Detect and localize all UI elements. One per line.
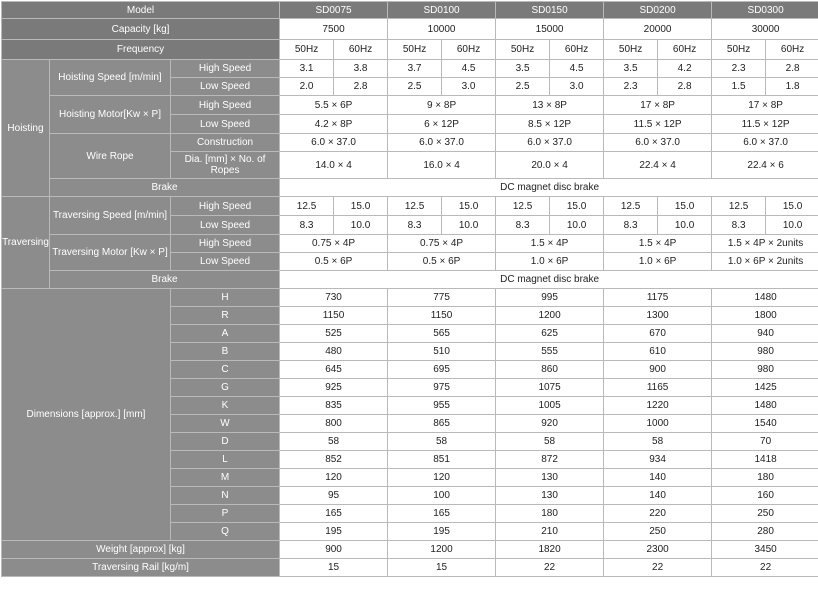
low-speed-label: Low Speed [171, 78, 280, 96]
hoisting-speed-value: 1.8 [766, 78, 818, 96]
hoisting-speed-value: 3.7 [388, 60, 442, 78]
capacity-value: 15000 [496, 19, 604, 40]
hoisting-speed-value: 1.5 [712, 78, 766, 96]
traversing-speed-value: 8.3 [712, 216, 766, 235]
dimension-value: 975 [388, 379, 496, 397]
hoisting-motor-value: 9 × 8P [388, 96, 496, 115]
rail-value: 15 [388, 559, 496, 577]
dimension-value: 695 [388, 361, 496, 379]
dia-value: 20.0 × 4 [496, 152, 604, 179]
hoisting-speed-value: 2.3 [712, 60, 766, 78]
dimension-key: G [171, 379, 280, 397]
dimension-value: 1200 [496, 307, 604, 325]
traversing-speed-value: 12.5 [280, 197, 334, 216]
rail-value: 22 [496, 559, 604, 577]
construction-label: Construction [171, 134, 280, 152]
traversing-speed-value: 12.5 [712, 197, 766, 216]
dimension-value: 872 [496, 451, 604, 469]
dimension-key: R [171, 307, 280, 325]
traversing-speed-value: 12.5 [496, 197, 550, 216]
dimension-key: Q [171, 523, 280, 541]
traversing-motor-value: 1.0 × 6P × 2units [712, 253, 818, 271]
high-speed-label: High Speed [171, 96, 280, 115]
high-speed-label: High Speed [171, 197, 280, 216]
traversing-motor-value: 1.0 × 6P [604, 253, 712, 271]
hoisting-brake-row [2, 179, 818, 197]
frequency-50hz: 50Hz [280, 40, 334, 60]
frequency-60hz: 60Hz [766, 40, 818, 60]
dimension-value: 95 [280, 487, 388, 505]
hoisting-speed-value: 2.8 [766, 60, 818, 78]
traversing-speed-value: 10.0 [334, 216, 388, 235]
hoisting-speed-value: 4.5 [442, 60, 496, 78]
construction-value: 6.0 × 37.0 [712, 134, 818, 152]
dimension-value: 800 [280, 415, 388, 433]
dimension-value: 980 [712, 343, 818, 361]
traversing-speed-value: 8.3 [280, 216, 334, 235]
wire-rope-construction-row [2, 134, 818, 152]
traversing-motor-value: 1.0 × 6P [496, 253, 604, 271]
hoisting-speed-value: 3.5 [496, 60, 550, 78]
dimension-key: B [171, 343, 280, 361]
hoisting-speed-value: 3.0 [550, 78, 604, 96]
hoisting-motor-value: 6 × 12P [388, 115, 496, 134]
weight-label: Weight [approx] [kg] [2, 541, 280, 559]
dimension-value: 555 [496, 343, 604, 361]
frequency-60hz: 60Hz [334, 40, 388, 60]
traversing-motor-value: 1.5 × 4P × 2units [712, 235, 818, 253]
dia-label: Dia. [mm] × No. of Ropes [171, 152, 280, 179]
dimension-value: 160 [712, 487, 818, 505]
dimension-value: 1418 [712, 451, 818, 469]
dimension-value: 1000 [604, 415, 712, 433]
spec-table [1, 1, 818, 577]
traversing-speed-value: 12.5 [604, 197, 658, 216]
dimension-value: 1480 [712, 289, 818, 307]
dimension-value: 250 [712, 505, 818, 523]
model-name: SD0150 [496, 2, 604, 19]
hoisting-speed-value: 2.3 [604, 78, 658, 96]
dia-value: 16.0 × 4 [388, 152, 496, 179]
capacity-value: 7500 [280, 19, 388, 40]
hoisting-speed-value: 2.5 [496, 78, 550, 96]
dia-value: 22.4 × 6 [712, 152, 818, 179]
traversing-brake-row [2, 271, 818, 289]
dimension-value: 250 [604, 523, 712, 541]
traversing-speed-value: 8.3 [496, 216, 550, 235]
dimension-value: 1075 [496, 379, 604, 397]
frequency-60hz: 60Hz [442, 40, 496, 60]
traversing-speed-label: Traversing Speed [m/min] [50, 197, 171, 235]
dimension-value: 565 [388, 325, 496, 343]
dimension-value: 140 [604, 487, 712, 505]
low-speed-label: Low Speed [171, 115, 280, 134]
traversing-motor-value: 1.5 × 4P [604, 235, 712, 253]
dimension-value: 58 [604, 433, 712, 451]
hoisting-speed-value: 2.0 [280, 78, 334, 96]
dimension-value: 1425 [712, 379, 818, 397]
frequency-50hz: 50Hz [712, 40, 766, 60]
dimension-key: D [171, 433, 280, 451]
model-label: Model [2, 2, 280, 19]
dimension-value: 280 [712, 523, 818, 541]
hoisting-section-label: Hoisting [2, 60, 50, 197]
traversing-speed-value: 15.0 [550, 197, 604, 216]
dimension-value: 851 [388, 451, 496, 469]
hoisting-motor-value: 13 × 8P [496, 96, 604, 115]
dimension-key: H [171, 289, 280, 307]
dimension-value: 900 [604, 361, 712, 379]
hoisting-motor-value: 11.5 × 12P [712, 115, 818, 134]
dimension-value: 1300 [604, 307, 712, 325]
dimension-value: 165 [388, 505, 496, 523]
dimension-value: 480 [280, 343, 388, 361]
hoisting-speed-high-row [2, 60, 818, 78]
hoisting-speed-value: 2.8 [658, 78, 712, 96]
traversing-motor-label: Traversing Motor [Kw × P] [50, 235, 171, 271]
traversing-speed-value: 10.0 [550, 216, 604, 235]
brake-label: Brake [50, 179, 280, 197]
traversing-motor-value: 0.5 × 6P [388, 253, 496, 271]
traversing-motor-high-row [2, 235, 818, 253]
dimension-value: 130 [496, 469, 604, 487]
hoisting-speed-value: 3.0 [442, 78, 496, 96]
dimension-key: W [171, 415, 280, 433]
capacity-value: 10000 [388, 19, 496, 40]
dimension-value: 625 [496, 325, 604, 343]
frequency-60hz: 60Hz [550, 40, 604, 60]
dia-value: 14.0 × 4 [280, 152, 388, 179]
traversing-speed-high-row [2, 197, 818, 216]
model-row [2, 2, 818, 19]
dimension-value: 980 [712, 361, 818, 379]
hoisting-speed-value: 3.5 [604, 60, 658, 78]
hoisting-speed-label: Hoisting Speed [m/min] [50, 60, 171, 96]
wire-rope-label: Wire Rope [50, 134, 171, 179]
capacity-value: 30000 [712, 19, 818, 40]
frequency-50hz: 50Hz [388, 40, 442, 60]
low-speed-label: Low Speed [171, 253, 280, 271]
dimension-value: 920 [496, 415, 604, 433]
dimension-value: 210 [496, 523, 604, 541]
dimension-value: 1175 [604, 289, 712, 307]
dimension-value: 670 [604, 325, 712, 343]
dimension-value: 525 [280, 325, 388, 343]
brake-value: DC magnet disc brake [280, 271, 818, 289]
dimension-value: 645 [280, 361, 388, 379]
high-speed-label: High Speed [171, 235, 280, 253]
traversing-speed-value: 8.3 [604, 216, 658, 235]
traversing-section-label: Traversing [2, 197, 50, 289]
dimension-value: 100 [388, 487, 496, 505]
dimension-value: 120 [388, 469, 496, 487]
dimension-value: 835 [280, 397, 388, 415]
hoisting-motor-label: Hoisting Motor[Kw × P] [50, 96, 171, 134]
brake-label: Brake [50, 271, 280, 289]
hoisting-motor-value: 5.5 × 6P [280, 96, 388, 115]
traversing-motor-value: 0.5 × 6P [280, 253, 388, 271]
dimension-key: N [171, 487, 280, 505]
traversing-speed-value: 12.5 [388, 197, 442, 216]
dimension-value: 58 [280, 433, 388, 451]
capacity-value: 20000 [604, 19, 712, 40]
low-speed-label: Low Speed [171, 216, 280, 235]
dimension-value: 1165 [604, 379, 712, 397]
traversing-speed-value: 10.0 [442, 216, 496, 235]
dimension-value: 995 [496, 289, 604, 307]
dimension-value: 58 [496, 433, 604, 451]
capacity-label: Capacity [kg] [2, 19, 280, 40]
dimension-value: 940 [712, 325, 818, 343]
dimension-key: L [171, 451, 280, 469]
dimension-value: 140 [604, 469, 712, 487]
rail-row [2, 559, 818, 577]
dimension-value: 1480 [712, 397, 818, 415]
hoisting-motor-value: 17 × 8P [604, 96, 712, 115]
hoisting-speed-value: 3.8 [334, 60, 388, 78]
dimension-value: 865 [388, 415, 496, 433]
hoisting-speed-value: 2.8 [334, 78, 388, 96]
hoisting-speed-value: 2.5 [388, 78, 442, 96]
dimension-value: 1800 [712, 307, 818, 325]
high-speed-label: High Speed [171, 60, 280, 78]
traversing-speed-value: 15.0 [442, 197, 496, 216]
dimension-value: 195 [388, 523, 496, 541]
hoisting-speed-value: 3.1 [280, 60, 334, 78]
construction-value: 6.0 × 37.0 [280, 134, 388, 152]
traversing-motor-value: 0.75 × 4P [280, 235, 388, 253]
frequency-50hz: 50Hz [496, 40, 550, 60]
traversing-motor-value: 0.75 × 4P [388, 235, 496, 253]
dimension-value: 730 [280, 289, 388, 307]
dimension-value: 220 [604, 505, 712, 523]
hoisting-motor-high-row [2, 96, 818, 115]
construction-value: 6.0 × 37.0 [604, 134, 712, 152]
construction-value: 6.0 × 37.0 [496, 134, 604, 152]
model-name: SD0300 [712, 2, 818, 19]
dimension-value: 852 [280, 451, 388, 469]
traversing-speed-value: 15.0 [334, 197, 388, 216]
construction-value: 6.0 × 37.0 [388, 134, 496, 152]
dimension-value: 1005 [496, 397, 604, 415]
dimension-value: 510 [388, 343, 496, 361]
dimension-value: 610 [604, 343, 712, 361]
dimension-value: 1540 [712, 415, 818, 433]
dimension-value: 934 [604, 451, 712, 469]
traversing-speed-value: 10.0 [658, 216, 712, 235]
frequency-label: Frequency [2, 40, 280, 60]
hoisting-speed-value: 4.5 [550, 60, 604, 78]
dia-value: 22.4 × 4 [604, 152, 712, 179]
dimension-value: 1150 [280, 307, 388, 325]
traversing-speed-value: 8.3 [388, 216, 442, 235]
traversing-motor-value: 1.5 × 4P [496, 235, 604, 253]
dimension-key: A [171, 325, 280, 343]
rail-label: Traversing Rail [kg/m] [2, 559, 280, 577]
dimension-value: 58 [388, 433, 496, 451]
hoisting-motor-value: 4.2 × 8P [280, 115, 388, 134]
dimension-key: P [171, 505, 280, 523]
hoisting-speed-value: 4.2 [658, 60, 712, 78]
hoisting-motor-value: 17 × 8P [712, 96, 818, 115]
dimension-value: 1150 [388, 307, 496, 325]
model-name: SD0075 [280, 2, 388, 19]
dimension-row [2, 289, 818, 307]
dimension-value: 860 [496, 361, 604, 379]
dimension-value: 925 [280, 379, 388, 397]
brake-value: DC magnet disc brake [280, 179, 818, 197]
dimensions-label: Dimensions [approx.] [mm] [2, 289, 171, 541]
hoisting-motor-value: 8.5 × 12P [496, 115, 604, 134]
dimension-key: K [171, 397, 280, 415]
weight-row [2, 541, 818, 559]
dimension-value: 165 [280, 505, 388, 523]
weight-value: 1200 [388, 541, 496, 559]
frequency-50hz: 50Hz [604, 40, 658, 60]
model-name: SD0200 [604, 2, 712, 19]
dimension-key: C [171, 361, 280, 379]
dimension-value: 70 [712, 433, 818, 451]
dimension-value: 775 [388, 289, 496, 307]
traversing-speed-value: 15.0 [658, 197, 712, 216]
traversing-speed-value: 10.0 [766, 216, 818, 235]
rail-value: 22 [604, 559, 712, 577]
dimension-value: 955 [388, 397, 496, 415]
dimension-value: 130 [496, 487, 604, 505]
weight-value: 1820 [496, 541, 604, 559]
frequency-row [2, 40, 818, 60]
hoisting-motor-value: 11.5 × 12P [604, 115, 712, 134]
frequency-60hz: 60Hz [658, 40, 712, 60]
weight-value: 3450 [712, 541, 818, 559]
dimension-value: 180 [712, 469, 818, 487]
rail-value: 22 [712, 559, 818, 577]
dimension-key: M [171, 469, 280, 487]
dimension-value: 120 [280, 469, 388, 487]
rail-value: 15 [280, 559, 388, 577]
dimension-value: 1220 [604, 397, 712, 415]
dimension-value: 180 [496, 505, 604, 523]
traversing-speed-value: 15.0 [766, 197, 818, 216]
capacity-row [2, 19, 818, 40]
model-name: SD0100 [388, 2, 496, 19]
dimension-value: 195 [280, 523, 388, 541]
weight-value: 2300 [604, 541, 712, 559]
weight-value: 900 [280, 541, 388, 559]
